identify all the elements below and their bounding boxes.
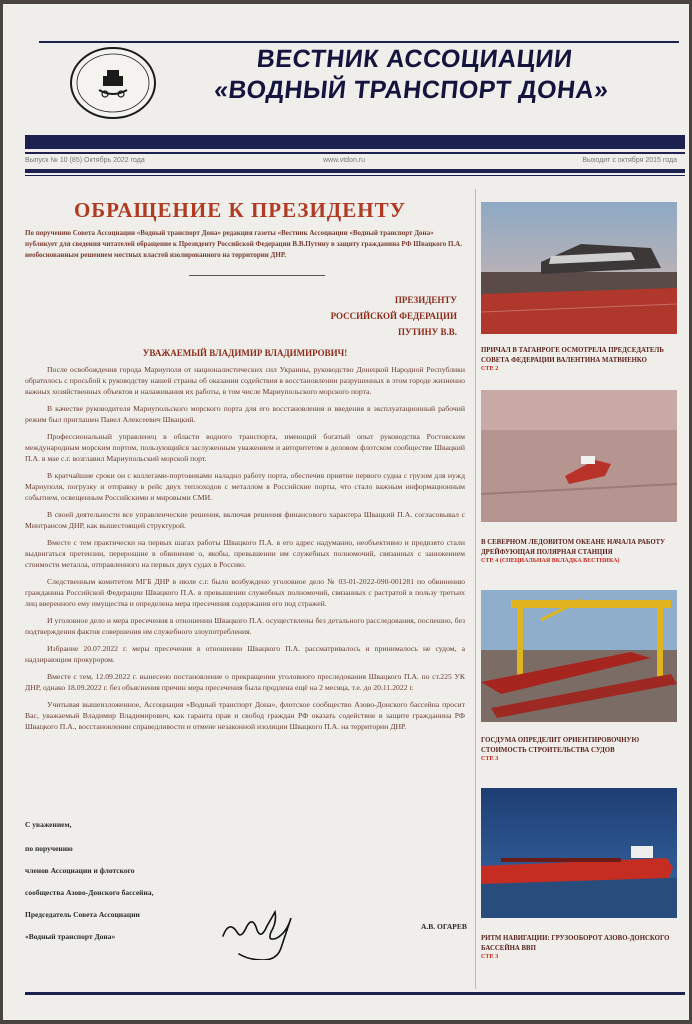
photo-cargo-ship [481, 788, 677, 918]
top-rule [39, 41, 679, 43]
caption-text: ГОСДУМА ОПРЕДЕЛИТ ОРИЕНТИРОВОЧНУЮ СТОИМОСТЬ СТРОИТЕЛЬСТВА СУДОВ [481, 737, 640, 754]
paragraph: Вместе с тем практически на первых шагах работы Швацкого П.А. в его адрес надуманно, необъективно и предвзято стали выдвигаться претензии, перерosшие в обвинение о, якобы, превышении им служебных полномочий, связанных с занижением стоимости металла, отправленного на первых двух судах в Россию. [25, 538, 465, 569]
intro-divider [189, 275, 325, 276]
website[interactable]: www.vtdon.ru [323, 157, 366, 164]
caption-text: В СЕВЕРНОМ ЛЕДОВИТОМ ОКЕАНЕ НАЧАЛА РАБОТУ ДРЕЙФУЮЩАЯ ПОЛЯРНАЯ СТАНЦИЯ [481, 539, 666, 556]
masthead-title [160, 44, 667, 106]
greeting: УВАЖАЕМЫЙ ВЛАДИМИР ВЛАДИМИРОВИЧ! [142, 348, 348, 358]
masthead-line2: «ВОДНЫЙ ТРАНСПОРТ ДОНА» [212, 76, 611, 104]
column-divider [475, 189, 476, 989]
caption-page: СТР. 4 (СПЕЦИАЛЬНАЯ ВКЛАДКА ВЕСТНИКА) [481, 558, 620, 564]
paragraph: В своей деятельности все управленческие решения, включая решения финансового характера Швацкий П.А. согласовывал с Минтрансом ДНР, как вышестоящей структурой. [25, 510, 465, 530]
article-body [25, 364, 465, 738]
association-logo [69, 46, 157, 120]
signoff-line: «Водный транспорт Дона» [25, 932, 116, 941]
masthead-band-thin [25, 152, 685, 154]
masthead-band [25, 135, 685, 149]
handwritten-signature [219, 902, 309, 960]
photo-pier-yacht [481, 202, 677, 334]
sidebar-caption [481, 346, 681, 373]
paragraph: Профессиональный управленец в области водного транспорта, имеющий богатый опыт руководства Ростовским международным морским портом, пользующийся заслуженным уважением и авторитетом в деловом флотском сообществе Швацкий П.А. в мае с.г. возглавил Мариупольский морской порт. [25, 432, 465, 463]
caption-page: СТР. 3 [481, 756, 499, 762]
paragraph: После освобождения города Мариуполя от националистических сил Украины, руководство Донецкой Народной Республики обратилось с просьбой к руководству нашей страны об оказании содействия в восстановлении разрушенных в этом городе жизненно важных хозяйственных объектов и налаживания их работы, в том числе Мариупольского морского порта. [25, 365, 465, 396]
paragraph: Избрание 20.07.2022 г. меры пресечения в отношении Швацкого П.А. рассматривалось и принималось не судом, а надзирающим прокурором. [25, 644, 465, 664]
addressee-line2: РОССИЙСКОЙ ФЕДЕРАЦИИ [330, 311, 457, 321]
signoff-line: Председатель Совета Ассоциации [25, 910, 140, 919]
caption-text: РИТМ НАВИГАЦИИ: ГРУЗООБОРОТ АЗОВО-ДОНСКОГО БАССЕЙНА ВВП [481, 935, 670, 952]
caption-page: СТР. 3 [481, 954, 499, 960]
addressee-line3: ПУТИНУ В.В. [398, 327, 457, 337]
photo-polar-station [481, 390, 677, 522]
addressee-line1: ПРЕЗИДЕНТУ [394, 295, 457, 305]
masthead-line1: ВЕСТНИК АССОЦИАЦИИ [255, 45, 574, 73]
signoff-line: сообщества Азово-Донского бассейна, [25, 888, 154, 897]
since-text: Выходит с октября 2015 года [582, 157, 677, 164]
article-column [25, 184, 471, 992]
photo-shipyard [481, 590, 677, 722]
signoff-line: по поручению [25, 844, 73, 853]
header-rule-thin [25, 175, 685, 176]
paragraph: В кратчайшие сроки он с коллегами-портовиками наладил работу порта, обеспечив приятие первого судна с грузом для нужд Мариуполя, погрузку и отправку в рейс двух теплоходов с металлом в Российские порты, что стало важным информационным событием, освещенным Российскими и мировыми СМИ. [25, 471, 465, 502]
newspaper-page [3, 4, 689, 1020]
signoff-line: членов Ассоциации и флотского [25, 866, 135, 875]
caption-text: ПРИЧАЛ В ТАГАНРОГЕ ОСМОТРЕЛА ПРЕДСЕДАТЕЛЬ СОВЕТА ФЕДЕРАЦИИ ВАЛЕНТИНА МАТВИЕНКО [481, 347, 664, 364]
signer-name: А.В. ОГАРЕВ [421, 922, 467, 931]
article-title: ОБРАЩЕНИЕ К ПРЕЗИДЕНТУ [73, 198, 407, 222]
bottom-rule [25, 992, 685, 995]
paragraph: Следственным комитетом МГБ ДНР в июле с.г. было возбуждено уголовное дело № 03-01-2022-090-001281 по обвинению гражданина Российской Федерации Швацкого П.А. в превышении служебных полномочий, связанных с растратой в пользу третьих лиц вверенного ему имущества и определена мера пресечения содержания его под стражей. [25, 577, 465, 608]
issue-info: Выпуск № 10 (85) Октябрь 2022 года [25, 157, 145, 164]
paragraph: И уголовное дело и мера пресечения в отношении Швацкого П.А. осуществлены без детального расследования, поспешно, без подтверждения фактов совершения им служебного злоупотребления. [25, 616, 465, 636]
caption-page: СТР. 2 [481, 366, 499, 372]
paragraph: Учитывая вышеизложенное, Ассоциация «Водный транспорт Дона», флотское сообщество Азово-Донского бассейна просит Вас, уважаемый Владимир Владимирович, как гаранта прав и свобод граждан РФ оказать содействие в защите гражданина РФ Швацкого П.А., восстановлении справедливости и отмене незаконной изоляции Швацкого П.А. на территории ДНР. [25, 700, 465, 731]
article-intro: По поручению Совета Ассоциации «Водный транспорт Дона» редакция газеты «Вестник Ассоциации «Водный транспорт Дона» публикует для сведения читателей обращение к Президенту Российской Федерации В.В.Путину в защиту гражданина РФ Швацкого П.А. необоснованным решением местных властей изолированного на территории ДНР. [25, 229, 462, 259]
sidebar-caption [481, 934, 681, 961]
sidebar-caption [481, 538, 681, 565]
sidebar-caption [481, 736, 681, 763]
signoff-line: С уважением, [25, 820, 72, 829]
paragraph: В качестве руководителя Мариупольского морского порта для его восстановления и введения в эксплуатационный рабочий режим был приглашен Павел Алексеевич Швацкий. [25, 404, 465, 424]
paragraph: Вместе с тем, 12.09.2022 г. вынесено постановление о прекращении уголовного преследования Швацкого П.А. по ст.225 УК ДНР, однако 18.09.2022 г. без объяснения причин мера пресечения была продлена ещё на 2 месяца, т.е. до 20.11.2022 г. [25, 672, 465, 692]
header-rule [25, 169, 685, 173]
